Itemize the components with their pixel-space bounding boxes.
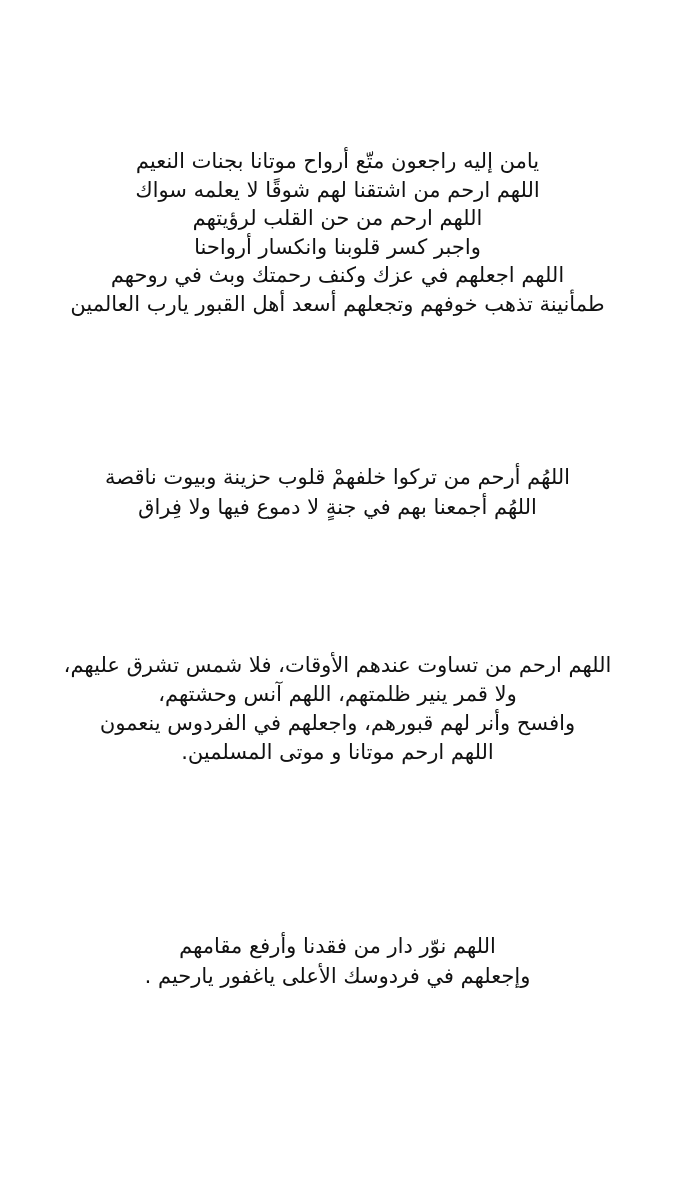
- dua-paragraph-4: [20, 931, 655, 991]
- text-line: اللهم نوّر دار من فقدنا وأرفع مقامهم: [179, 934, 496, 958]
- text-line: طمأنينة تذهب خوفهم وتجعلهم أسعد أهل القبور يارب العالمين: [70, 291, 605, 316]
- text-line: واجبر كسر قلوبنا وانكسار أرواحنا: [194, 234, 481, 259]
- text-line: اللهم ارحم من حن القلب لرؤيتهم: [192, 206, 483, 230]
- text-line: اللهم اجعلهم في عزك وكنف رحمتك وبث في روحهم: [110, 263, 565, 287]
- text-line: وافسح وأنر لهم قبورهم، واجعلهم في الفردوس ينعمون: [99, 711, 576, 735]
- text-line: اللهم ارحم موتانا و موتى المسلمين.: [181, 740, 494, 764]
- text-line: اللهُم أجمعنا بهم في جنةٍ لا دموع فيها ولا فِراق: [138, 495, 537, 519]
- dua-paragraph-2: [20, 462, 655, 522]
- text-line: اللهم ارحم من تساوت عندهم الأوقات، فلا شمس تشرق عليهم،: [63, 653, 612, 677]
- text-line: يامن إليه راجعون متّع أرواح موتانا بجنات النعيم: [135, 149, 540, 173]
- dua-paragraph-1: [20, 147, 655, 318]
- text-line: ولا قمر ينير ظلمتهم، اللهم آنس وحشتهم،: [158, 682, 517, 706]
- text-line: وإجعلهم في فردوسك الأعلى ياغفور يارحيم .: [144, 964, 531, 988]
- text-line: اللهم ارحم من اشتقنا لهم شوقًا لا يعلمه سواك: [135, 177, 540, 202]
- dua-paragraph-3: [20, 651, 655, 767]
- text-line: اللهُم أرحم من تركوا خلفهمْ قلوب حزينة وبيوت ناقصة: [104, 465, 571, 489]
